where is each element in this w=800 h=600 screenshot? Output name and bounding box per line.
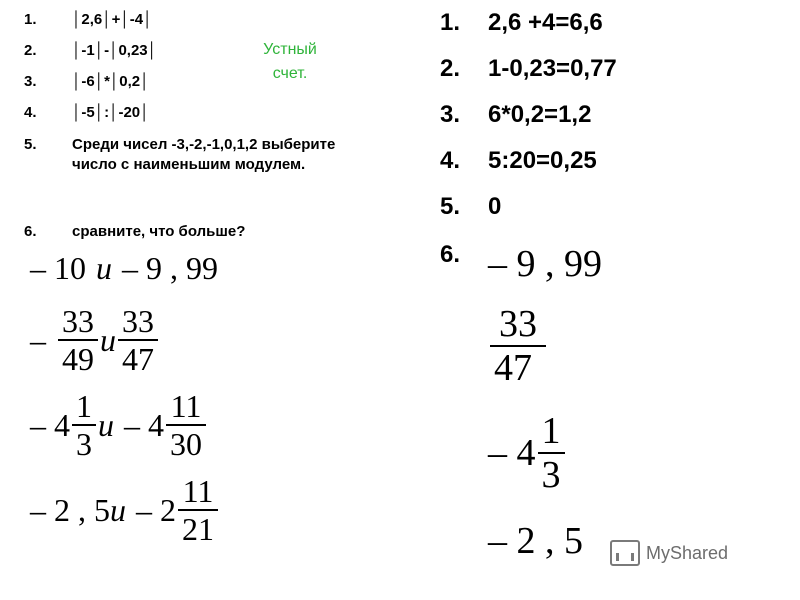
answer-text: 6*0,2=1,2 <box>488 101 592 128</box>
denominator: 21 <box>178 509 218 545</box>
answer-text: 0 <box>488 193 502 220</box>
watermark-text: MyShared <box>646 542 729 563</box>
fraction <box>178 475 218 545</box>
math-term: – 2 <box>136 492 176 528</box>
comparison-3 <box>30 390 208 460</box>
numerator: 33 <box>122 303 154 339</box>
numerator: 1 <box>541 410 561 452</box>
question-text: │2,6│+│-4│ <box>72 11 153 28</box>
question-text: │-1│-│0,23│ <box>72 42 158 59</box>
math-connector: u <box>98 407 114 443</box>
answer-text: 1-0,23=0,77 <box>488 55 617 82</box>
question-text: │-5│:│-20│ <box>72 104 150 121</box>
denominator: 3 <box>72 424 96 460</box>
answer-number: 6. <box>440 241 461 268</box>
denominator: 47 <box>490 345 546 387</box>
math-term: – 9 , 99 <box>488 243 602 285</box>
math-term: – 2 , 5 <box>488 520 583 562</box>
question-number: 4. <box>24 104 37 121</box>
fraction <box>490 305 546 387</box>
answer-text: 5:20=0,25 <box>488 147 597 174</box>
question-number: 5. <box>24 136 37 153</box>
math-term: – 9 , 99 <box>122 250 218 286</box>
denominator: 30 <box>166 424 206 460</box>
denominator: 3 <box>538 452 565 494</box>
fraction <box>72 390 96 460</box>
fraction <box>58 305 98 375</box>
answer-6-math-4 <box>488 522 583 560</box>
denominator: 49 <box>58 339 98 375</box>
fraction <box>538 412 565 494</box>
oral-count-line-1: Устный <box>263 41 317 58</box>
question-text: Среди чисел -3,-2,-1,0,1,2 выберите число с наименьшим модулем. <box>72 136 336 173</box>
watermark <box>610 540 728 566</box>
answer-6-math-1 <box>488 245 602 283</box>
numerator: 11 <box>170 388 202 424</box>
math-term: – 2 , 5 <box>30 492 110 528</box>
answer-number: 1. <box>440 9 461 36</box>
comparison-1 <box>30 252 218 284</box>
answer-6-math-2 <box>488 305 548 387</box>
math-term: – 4 <box>30 407 70 443</box>
question-number: 3. <box>24 73 37 90</box>
fraction <box>118 305 158 375</box>
question-number: 1. <box>24 11 37 28</box>
math-connector: u <box>110 492 126 528</box>
answer-number: 5. <box>440 193 461 220</box>
answer-number: 3. <box>440 101 461 128</box>
question-number: 2. <box>24 42 37 59</box>
answer-number: 2. <box>440 55 461 82</box>
question-text: │-6│*│0,2│ <box>72 73 150 90</box>
math-connector: u <box>100 322 116 358</box>
answer-text: 2,6 +4=6,6 <box>488 9 603 36</box>
math-term: – 4 <box>488 432 536 474</box>
numerator: 33 <box>62 303 94 339</box>
numerator: 11 <box>182 473 214 509</box>
math-connector: u <box>96 250 112 286</box>
fraction <box>166 390 206 460</box>
comparison-4 <box>30 475 220 545</box>
math-term: – 4 <box>124 407 164 443</box>
oral-count-line-2: счет. <box>272 65 308 82</box>
math-sign: – <box>30 322 46 358</box>
answer-6-math-3 <box>488 412 567 494</box>
question-text: сравните, что больше? <box>72 223 246 240</box>
denominator: 47 <box>118 339 158 375</box>
comparison-2 <box>30 305 160 375</box>
presentation-board-icon <box>610 540 640 566</box>
math-term: – 10 <box>30 250 86 286</box>
answer-number: 4. <box>440 147 461 174</box>
numerator: 33 <box>499 303 537 345</box>
numerator: 1 <box>76 388 92 424</box>
question-number: 6. <box>24 223 37 240</box>
oral-count-label <box>245 38 335 86</box>
